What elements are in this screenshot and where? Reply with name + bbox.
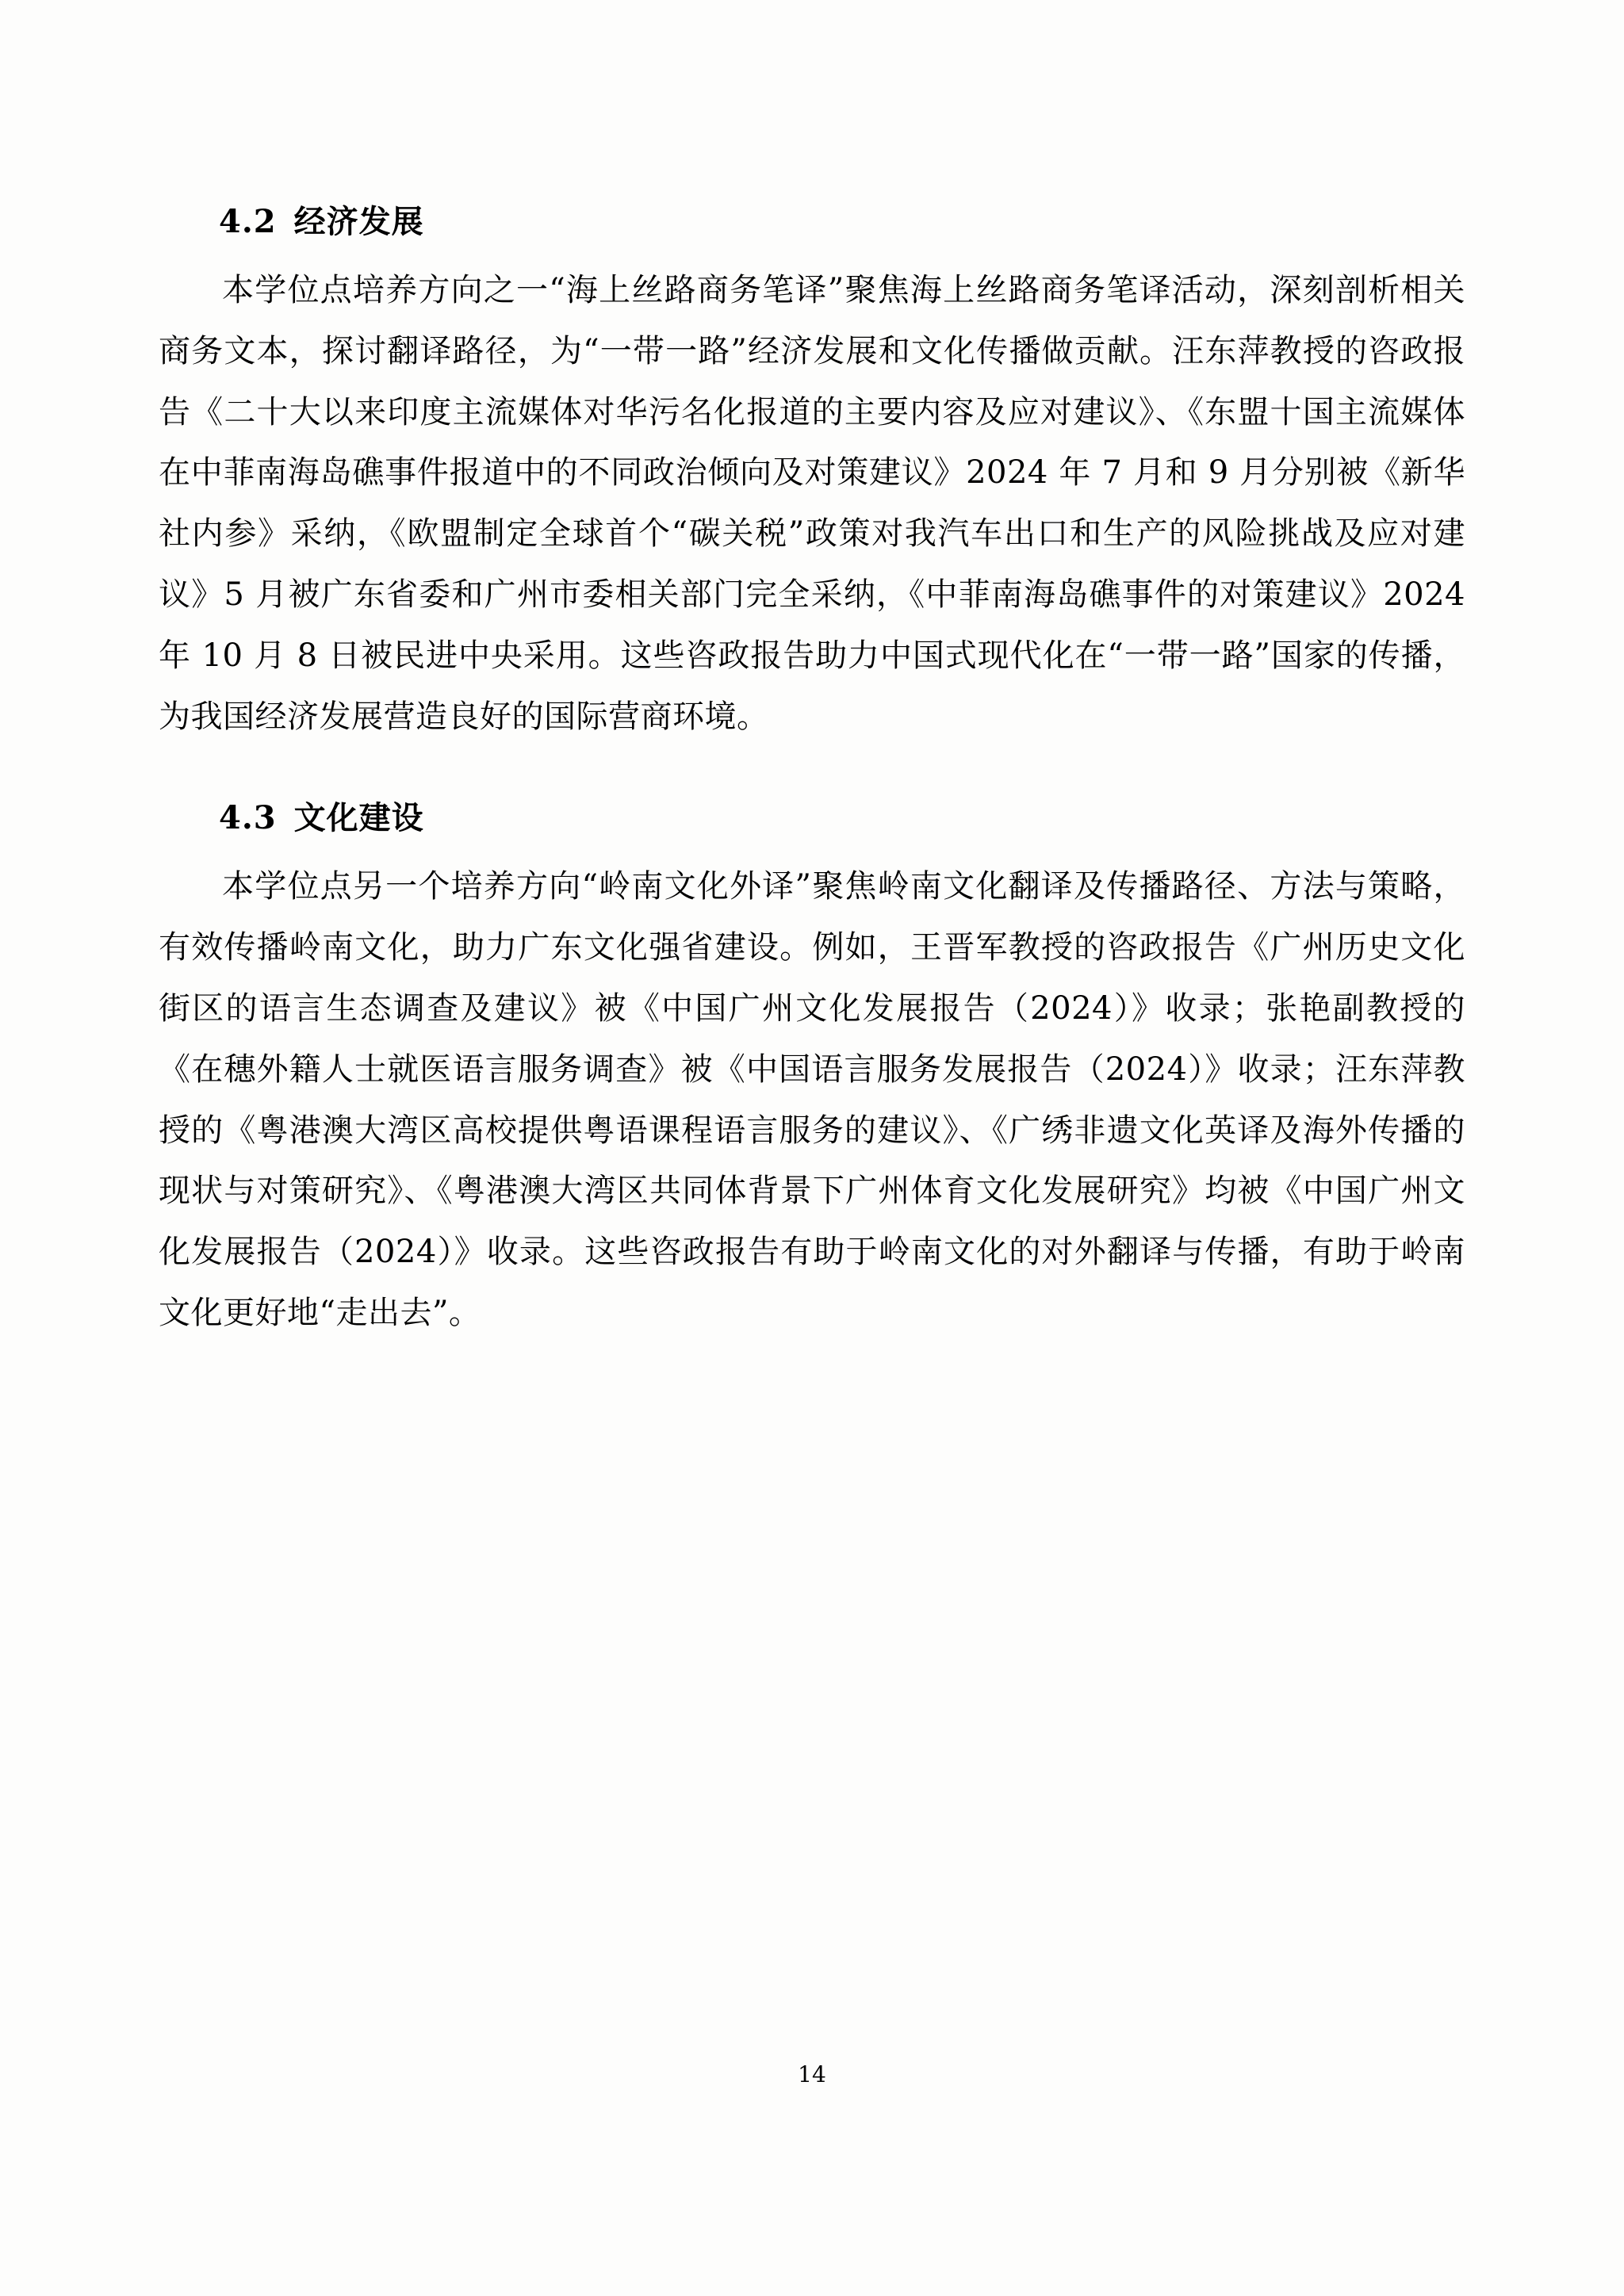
section-body-4-2: 本学位点培养方向之一“海上丝路商务笔译”聚焦海上丝路商务笔译活动，深刻剖析相关商务文本，探讨翻译路径，为“一带一路”经济发展和文化传播做贡献。汪东萍教授的咨政报告《二十大以来印度主流媒体对华污名化报道的主要内容及应对建议》、《东盟十国主流媒体在中菲南海岛礁事件报道中的不同政治倾向及对策建议》2024 年 7 月和 9 月分别被《新华社内参》采纳，《欧盟制定全球首个“碳关税”政策对我汽车出口和生产的风险挑战及应对建议》5 月被广东省委和广州市委相关部门完全采纳，《中菲南海岛礁事件的对策建议》2024 年 10 月 8 日被民进中央采用。这些咨政报告助力中国式现代化在“一带一路”国家的传播，为我国经济发展营造良好的国际营商环境。: [159, 272, 1465, 735]
section-number-4-2: 4.2: [219, 203, 277, 240]
section-heading-4-2: [159, 198, 1465, 246]
section-body-4-3: 本学位点另一个培养方向“岭南文化外译”聚焦岭南文化翻译及传播路径、方法与策略，有效传播岭南文化，助力广东文化强省建设。例如，王晋军教授的咨政报告《广州历史文化街区的语言生态调查及建议》被《中国广州文化发展报告（2024）》收录；张艳副教授的《在穗外籍人士就医语言服务调查》被《中国语言服务发展报告（2024）》收录；汪东萍教授的《粤港澳大湾区高校提供粤语课程语言服务的建议》、《广绣非遗文化英译及海外传播的现状与对策研究》、《粤港澳大湾区共同体背景下广州体育文化发展研究》均被《中国广州文化发展报告（2024）》收录。这些咨政报告有助于岭南文化的对外翻译与传播，有助于岭南文化更好地“走出去”。: [159, 868, 1465, 1331]
page-content: [159, 198, 1465, 1364]
section-number-4-3: 4.3: [219, 799, 277, 837]
section-title-4-3: 文化建设: [293, 800, 424, 837]
section-title-4-2: 经济发展: [293, 204, 424, 240]
section-heading-4-3: [159, 794, 1465, 842]
page-number: 14: [798, 2061, 826, 2087]
section-spacer: [159, 767, 1465, 794]
